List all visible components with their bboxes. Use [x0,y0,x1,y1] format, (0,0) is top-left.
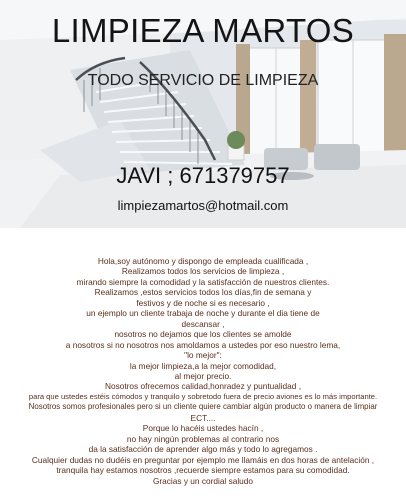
description-line: "lo mejor": [184,350,222,361]
description-line: no hay ningún problemas al contrario nos [126,433,280,444]
description-line: un ejemplo un cliente trabaja de noche y durante el dia tiene de [86,308,320,319]
description-line: para que ustedes estéis cómodos y tranquilo y sobretodo fuera de precio aviones es lo más importante. [28,391,378,401]
description-line: Porque lo hacéis ustedes hacín , [142,423,264,434]
description-line: al mejor precio. [174,370,232,381]
description-line: Gracias y un cordial saludo [152,475,254,486]
description-line: a nosotros si no nosotros nos amoldamos a ustedes por eso nuestro lema, [65,339,341,350]
contact-name-phone: JAVI ; 671379757 [116,163,290,188]
description-line: Hola,soy autónomo y dispongo de empleada cualificada , [97,256,309,266]
description-line: Realizamos todos los servicios de limpieza , [121,266,285,277]
service-description [0,256,406,486]
contact-email: limpiezamartos@hotmail.com [117,198,289,213]
description-line: nosotros no dejamos que los clientes se amolde [114,329,292,340]
hero-banner [0,0,406,228]
business-subtitle: TODO SERVICIO DE LIMPIEZA [87,72,319,89]
description-line: ECT.... [190,412,216,423]
description-line: Realizamos ,estos servicios todos los días,fin de semana y [94,287,312,298]
business-title: LIMPIEZA MARTOS [51,12,355,49]
description-line: Cualquier dudas no dudéis en preguntar por ejemplo me llamáis en dos horas de antelación , [31,454,375,465]
description-line: tranquila hay estamos nosotros ,recuerde siempre estamos para su comodidad. [56,465,350,476]
description-line: la mejor limpieza,a la mejor comodidad, [129,360,277,371]
description-line: mirando siempre la comodidad y la satisfacción de nuestros clientes. [76,276,330,287]
description-line: da la satisfacción de aprender algo más y todo lo agregamos . [88,444,318,455]
description-line: festivos y de noche si es necesario , [136,297,270,308]
description-line: Nosotros ofrecemos calidad,honradez y puntualidad , [104,381,301,392]
description-line: Nosotros somos profesionales pero si un cliente quiere cambiar algún producto o manera de limpiar [28,402,378,412]
description-line: descansar , [181,318,225,329]
